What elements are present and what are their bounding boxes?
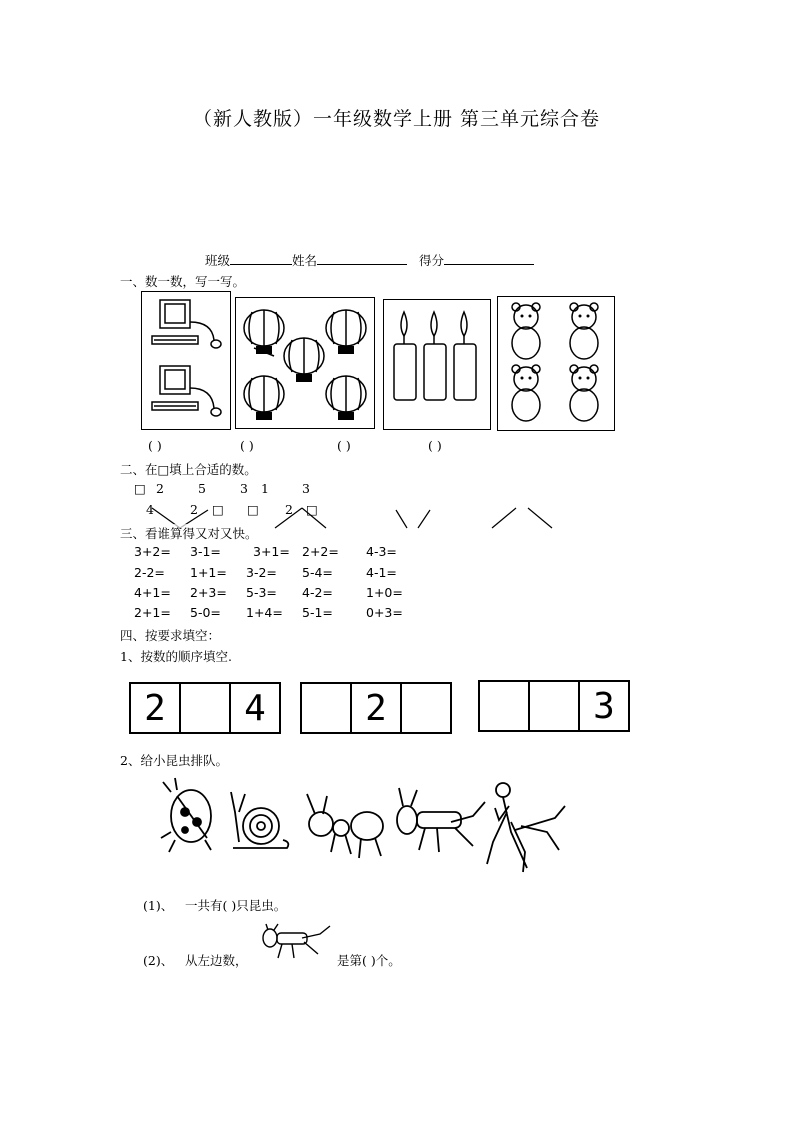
score-label: 得分 [418,253,444,268]
equation[interactable]: 2-2= [134,565,165,580]
equation[interactable]: 3+1= [253,544,290,559]
candles-picture [383,299,491,430]
q2-cell: 2 [285,502,293,517]
q3-heading: 三、看谁算得又对又快。 [120,526,258,541]
equation[interactable]: 5-1= [302,605,333,620]
page-title: （新人教版）一年级数学上册 第三单元综合卷 [192,108,601,130]
number-sequence-box-2 [300,682,452,734]
q2-cell[interactable]: □ [247,502,259,517]
name-label: 姓名 [292,253,318,268]
q4-p2-tail[interactable]: 是第( )个。 [337,953,401,968]
sequence-cell[interactable] [402,684,450,732]
equation[interactable]: 5-4= [302,565,333,580]
q2-cell: 3 [302,481,310,496]
q1-answer-4[interactable]: ( ) [428,438,442,453]
sequence-cell[interactable] [480,682,530,730]
equation[interactable]: 0+3= [366,605,403,620]
q2-cell: 2 [190,502,198,517]
sequence-cell: 2 [131,684,181,732]
equation[interactable]: 3-1= [190,544,221,559]
q2-cell[interactable]: □ [212,502,224,517]
q2-cell[interactable]: □ [306,502,318,517]
number-sequence-box-1 [129,682,281,734]
number-sequence-box-3 [478,680,630,732]
teddy-bear-icon [498,297,614,430]
q1-answer-2[interactable]: ( ) [240,438,254,453]
q2-cell: 5 [198,481,206,496]
sequence-cell: 4 [244,687,266,729]
q2-heading: 二、在□填上合适的数。 [120,462,257,477]
equation[interactable]: 2+3= [190,585,227,600]
ant-icon [307,794,383,858]
q4-sub2: 2、给小昆虫排队。 [120,753,228,768]
sequence-cell[interactable] [181,684,231,732]
equation[interactable]: 1+0= [366,585,403,600]
name-blank[interactable] [317,250,407,265]
q1-answer-1[interactable]: ( ) [148,438,162,453]
candle-icon [384,300,490,429]
equation[interactable]: 2+1= [134,605,171,620]
q2-cell: 1 [261,481,269,496]
class-label: 班级 [205,253,231,268]
equation[interactable]: 1+1= [190,565,227,580]
class-blank[interactable] [230,250,292,265]
equation[interactable]: 4+1= [134,585,171,600]
insects-picture [155,772,575,880]
lantern-icon [236,298,374,428]
q1-heading: 一、数一数，写一写。 [120,274,246,289]
equation[interactable]: 1+4= [246,605,283,620]
computer-icon [142,292,230,429]
equation[interactable]: 4-2= [302,585,333,600]
q2-cell[interactable]: □ [134,481,146,496]
sequence-cell[interactable] [302,684,352,732]
equation[interactable]: 4-1= [366,565,397,580]
sequence-cell: 2 [352,684,402,732]
equation[interactable]: 5-3= [246,585,277,600]
equation[interactable]: 3+2= [134,544,171,559]
score-blank[interactable] [444,250,534,265]
q4-heading: 四、按要求填空： [120,628,221,643]
sequence-cell[interactable] [530,682,580,730]
q4-p2-text: 从左边数， [185,953,248,968]
equation[interactable]: 4-3= [366,544,397,559]
student-info-line [205,250,534,269]
q1-answer-3[interactable]: ( ) [337,438,351,453]
q4-p1-number: (1)、 [143,898,174,913]
q2-cell: 2 [156,481,164,496]
equation[interactable]: 5-0= [190,605,221,620]
q4-sub1: 1、按数的顺序填空. [120,649,232,664]
q4-p1-text[interactable]: 一共有( )只昆虫。 [185,898,287,913]
equation[interactable]: 3-2= [246,565,277,580]
snail-icon [231,792,288,848]
computers-picture [141,291,231,430]
lanterns-picture [235,297,375,429]
equation[interactable]: 2+2= [302,544,339,559]
grasshopper-small-icon [258,922,336,962]
ladybug-icon [161,778,211,852]
mantis-icon [487,783,565,872]
sequence-cell: 3 [593,685,615,727]
q4-p2-number: (2)、 [143,953,174,968]
q2-cell: 4 [146,502,154,517]
q2-cell: 3 [240,481,248,496]
teddy-bears-picture [497,296,615,431]
grasshopper-icon [397,788,485,852]
